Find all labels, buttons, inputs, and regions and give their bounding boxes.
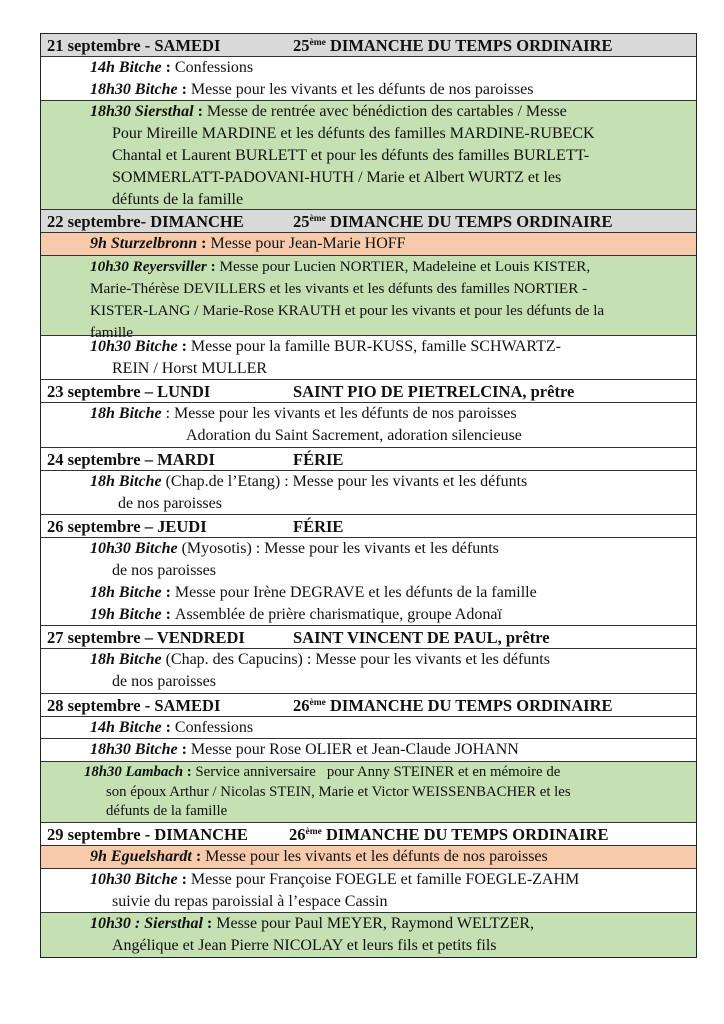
day-date: 24 septembre – MARDI: [47, 450, 215, 469]
schedule-entry: [41, 57, 696, 101]
entry-separator: :: [202, 915, 217, 932]
day-date: 27 septembre – VENDREDI: [47, 628, 245, 647]
day-feast: [293, 34, 613, 61]
entry-separator: :: [193, 103, 207, 120]
day-header: [41, 626, 696, 649]
feast-number: 25: [293, 36, 310, 55]
entry-time-place: 10h30 : Siersthal: [90, 915, 203, 932]
entry-continuation: Marie-Thérèse DEVILLERS et les vivants et les défunts des familles NORTIER -: [90, 280, 588, 297]
feast-ordinal: ème: [305, 827, 322, 837]
entry-continuation: de nos paroisses: [118, 495, 222, 512]
entry-continuation: défunts de la famille: [112, 191, 244, 208]
entry-separator: :: [183, 764, 196, 780]
day-date: 21 septembre - SAMEDI: [47, 36, 221, 55]
entry-separator: :: [206, 258, 220, 275]
entry-time-place: 14h Bitche: [90, 719, 162, 736]
entry-continuation: de nos paroisses: [112, 562, 216, 579]
entry-separator: :: [177, 741, 191, 758]
feast-title: DIMANCHE DU TEMPS ORDINAIRE: [325, 212, 613, 231]
entry-time-place: 10h30 Bitche: [90, 338, 178, 355]
entry-text: Messe pour Lucien NORTIER, Madeleine et Louis KISTER,: [219, 258, 591, 275]
entry-text: Confessions: [174, 59, 254, 76]
day-date: 29 septembre - DIMANCHE: [47, 825, 248, 844]
schedule-entry: [41, 762, 696, 823]
day-header: [41, 210, 696, 233]
day-header: [41, 34, 696, 57]
day-feast: [289, 823, 609, 850]
schedule-entry: [41, 336, 696, 380]
entry-separator: :: [177, 81, 191, 98]
entry-separator: :: [191, 848, 206, 865]
day-header: [41, 515, 696, 538]
day-header: [41, 823, 696, 846]
day-feast: [293, 210, 613, 237]
entry-chapel: (Chap. des Capucins): [161, 651, 303, 668]
entry-continuation: Angélique et Jean Pierre NICOLAY et leurs fils et petits fils: [112, 937, 497, 954]
entry-text: Messe pour les vivants et les défunts: [315, 651, 550, 668]
day-date: 22 septembre- DIMANCHE: [47, 212, 244, 231]
entry-chapel: (Myosotis): [177, 540, 252, 557]
entry-separator: :: [302, 651, 316, 668]
entry-text: Service anniversaire pour Anny STEINER et en mémoire de: [195, 764, 561, 780]
entry-time-place: 18h30 Bitche: [90, 741, 178, 758]
entry-continuation: son époux Arthur / Nicolas STEIN, Marie et Victor WEISSENBACHER et les: [106, 783, 571, 800]
entry-continuation: suivie du repas paroissial à l’espace Cassin: [112, 893, 388, 910]
entry-time-place: 18h Bitche: [90, 651, 162, 668]
entry-text: Messe pour Paul MEYER, Raymond WELTZER,: [216, 915, 535, 932]
entry-time-place: 10h30 Bitche: [90, 871, 178, 888]
entry-time-place: 9h Sturzelbronn: [90, 235, 198, 252]
entry-continuation: défunts de la famille: [106, 803, 228, 819]
feast-number: 25: [293, 212, 310, 231]
feast-ordinal: ème: [309, 214, 326, 224]
entry-text: Messe pour les vivants et les défunts: [264, 540, 499, 557]
feast-title: DIMANCHE DU TEMPS ORDINAIRE: [321, 825, 609, 844]
entry-separator: :: [161, 405, 175, 422]
schedule-entry: [41, 869, 696, 913]
entry-text: Messe pour les vivants et les défunts: [292, 473, 528, 490]
feast-number: 26: [289, 825, 306, 844]
entry-continuation: SOMMERLATT-PADOVANI-HUTH / Marie et Albert WURTZ et les: [112, 169, 562, 186]
feast-ordinal: ème: [309, 38, 326, 48]
day-feast: FÉRIE: [293, 450, 344, 469]
entry-text: Messe pour Rose OLIER et Jean-Claude JOHANN: [190, 741, 519, 758]
entry-separator: :: [177, 338, 191, 355]
entry-time-place: 18h30 Bitche: [90, 81, 178, 98]
entry-time-place: 19h Bitche: [90, 606, 162, 623]
entry-time-place: 18h Bitche: [90, 405, 162, 422]
day-feast: SAINT VINCENT DE PAUL, prêtre: [293, 628, 550, 647]
entry-time-place: 10h30 Bitche: [90, 540, 178, 557]
day-date: 28 septembre - SAMEDI: [47, 696, 221, 715]
entry-time-place: 18h Bitche: [90, 584, 162, 601]
schedule-entry: [41, 913, 696, 957]
entry-separator: :: [161, 606, 175, 623]
schedule-entry: [41, 471, 696, 515]
entry-chapel: (Chap.de l’Etang): [161, 473, 281, 490]
schedule-entry: [41, 101, 696, 210]
entry-text: Messe pour les vivants et les défunts de nos paroisses: [190, 81, 534, 98]
entry-text: Messe pour Françoise FOEGLE et famille FOEGLE-ZAHM: [190, 871, 580, 888]
entry-separator: :: [197, 235, 211, 252]
entry-text: Messe pour Jean-Marie HOFF: [210, 235, 406, 252]
entry-time-place: 14h Bitche: [90, 59, 162, 76]
feast-number: 26: [293, 696, 310, 715]
entry-separator: :: [280, 473, 293, 490]
entry-text: Messe pour la famille BUR-KUSS, famille SCHWARTZ-: [190, 338, 561, 355]
day-feast: SAINT PIO DE PIETRELCINA, prêtre: [293, 382, 575, 401]
feast-ordinal: ème: [309, 698, 326, 708]
schedule-entry: [41, 538, 696, 626]
day-feast: FÉRIE: [293, 517, 344, 536]
entry-time-place: 18h30 Lambach: [84, 764, 184, 780]
entry-text: Assemblée de prière charismatique, groupe Adonaï: [174, 606, 502, 623]
entry-continuation: Pour Mireille MARDINE et les défunts des familles MARDINE-RUBECK: [112, 125, 595, 142]
entry-separator: :: [177, 871, 191, 888]
entry-continuation: Adoration du Saint Sacrement, adoration silencieuse: [186, 427, 522, 444]
day-header: [41, 448, 696, 471]
entry-time-place: 18h Bitche: [90, 473, 162, 490]
day-header: [41, 380, 696, 403]
day-date: 23 septembre – LUNDI: [47, 382, 211, 401]
entry-text: Messe pour Irène DEGRAVE et les défunts de la famille: [174, 584, 537, 601]
entry-text: Messe pour les vivants et les défunts de nos paroisses: [205, 848, 548, 865]
entry-separator: :: [251, 540, 265, 557]
parish-schedule-table: [40, 33, 697, 958]
day-date: 26 septembre – JEUDI: [47, 517, 207, 536]
entry-continuation: REIN / Horst MULLER: [112, 360, 268, 377]
entry-continuation: de nos paroisses: [112, 673, 216, 690]
day-header: [41, 694, 696, 717]
schedule-entry: [41, 649, 696, 694]
entry-continuation: Chantal et Laurent BURLETT et pour les défunts des familles BURLETT-: [112, 147, 590, 164]
entry-time-place: 9h Eguelshardt: [90, 848, 192, 865]
schedule-entry: [41, 403, 696, 448]
feast-title: DIMANCHE DU TEMPS ORDINAIRE: [325, 36, 613, 55]
entry-text: Confessions: [174, 719, 254, 736]
schedule-entry: [41, 739, 696, 762]
entry-text: Messe de rentrée avec bénédiction des cartables / Messe: [206, 103, 567, 120]
schedule-entry: [41, 256, 696, 341]
entry-continuation: famille: [90, 324, 134, 341]
entry-separator: :: [161, 584, 175, 601]
entry-time-place: 18h30 Siersthal: [90, 103, 194, 120]
entry-time-place: 10h30 Reyersviller: [90, 258, 207, 275]
entry-separator: :: [161, 719, 175, 736]
feast-title: DIMANCHE DU TEMPS ORDINAIRE: [325, 696, 613, 715]
entry-text: Messe pour les vivants et les défunts de nos paroisses: [174, 405, 517, 422]
day-feast: [293, 694, 613, 721]
entry-continuation: KISTER-LANG / Marie-Rose KRAUTH et pour les vivants et pour les défunts de la: [90, 302, 605, 319]
entry-separator: :: [161, 59, 175, 76]
